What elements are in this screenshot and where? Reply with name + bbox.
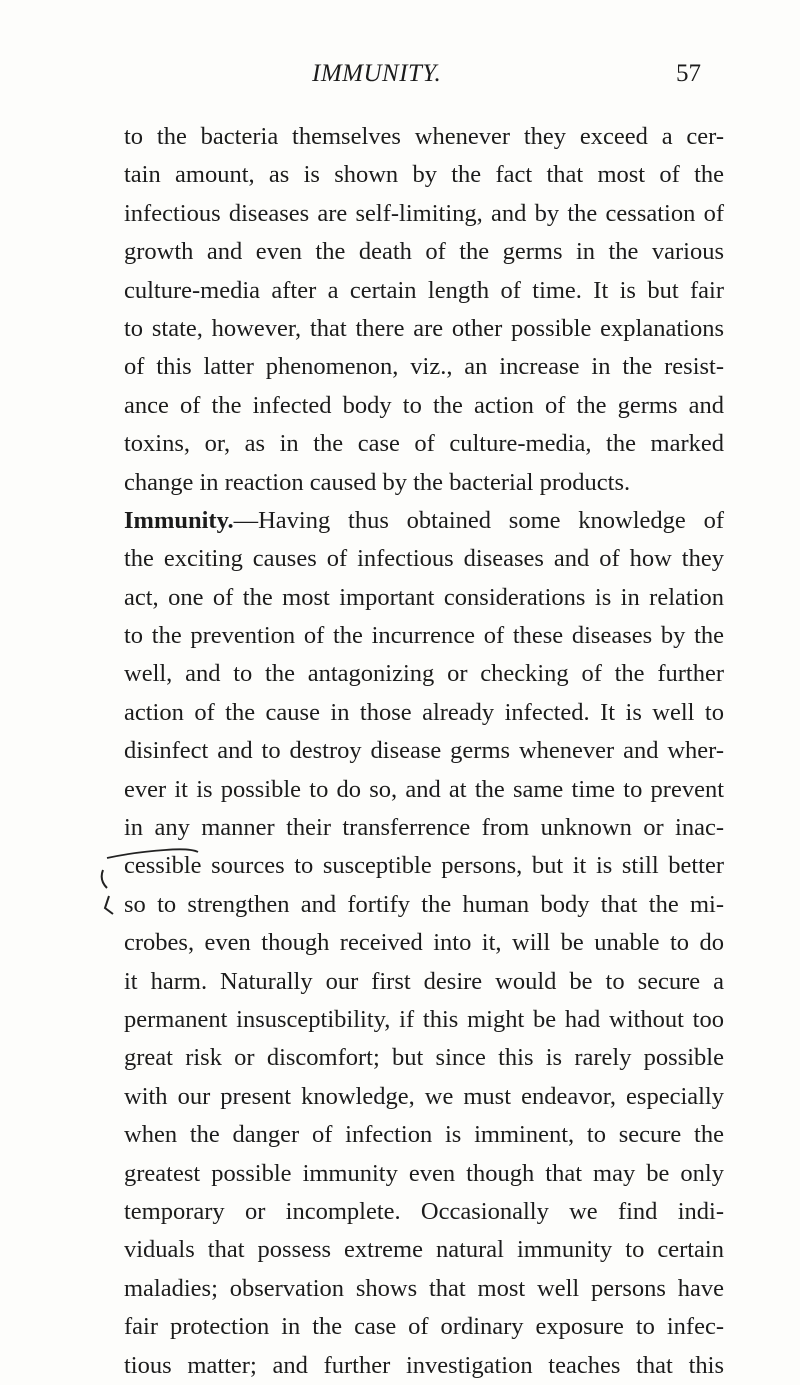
text-line: temporary or incomplete. Occasionally we find indi- — [124, 1197, 724, 1225]
underline-stroke — [107, 849, 198, 858]
text-line: so to strengthen and fortify the human body that the mi- — [124, 890, 724, 918]
page-number: 57 — [676, 60, 701, 87]
text-line: toxins, or, as in the case of culture-media, the marked — [124, 430, 724, 458]
text-line: change in reaction caused by the bacterial products. — [124, 468, 631, 496]
text-line: growth and even the death of the germs in the various — [124, 238, 724, 266]
text-line: disinfect and to destroy disease germs whenever and wher- — [124, 737, 724, 765]
running-head: IMMUNITY. — [312, 60, 442, 87]
text-line: when the danger of infection is imminent, to secure the — [124, 1121, 724, 1149]
text-line: to the prevention of the incurrence of these diseases by the — [124, 622, 724, 650]
body-text — [124, 118, 724, 1385]
text-line: tious matter; and further investigation teaches that this — [124, 1351, 724, 1379]
text-line: to the bacteria themselves whenever they exceed a cer- — [124, 123, 724, 150]
text-line: with our present knowledge, we must endeavor, especially — [124, 1082, 724, 1110]
text-line: viduals that possess extreme natural immunity to certain — [124, 1236, 724, 1264]
text-line: crobes, even though received into it, will be unable to do — [124, 929, 724, 957]
section-heading: Immunity. — [124, 506, 234, 534]
text-line: cessible sources to susceptible persons, but it is still better — [124, 852, 724, 880]
text-line: of this latter phenomenon, viz., an increase in the resist- — [124, 353, 724, 381]
text-line: maladies; observation shows that most well persons have — [124, 1274, 724, 1302]
text-line: well, and to the antagonizing or checking of the further — [124, 660, 724, 688]
margin-bracket-stroke — [102, 870, 113, 914]
text-line: tain amount, as is shown by the fact that most of the — [124, 161, 724, 189]
text-line: ever it is possible to do so, and at the same time to prevent — [124, 775, 724, 803]
page-header — [0, 60, 800, 100]
text-line: greatest possible immunity even though that may be only — [124, 1159, 724, 1187]
text-line: ance of the infected body to the action of the germs and — [124, 391, 724, 419]
text-line: fair protection in the case of ordinary exposure to infec- — [124, 1313, 724, 1341]
text-line: act, one of the most important considerations is in relation — [124, 583, 724, 611]
text-line: the exciting causes of infectious diseases and of how they — [124, 545, 724, 573]
text-line: it harm. Naturally our first desire would be to secure a — [124, 967, 724, 995]
text-line-rest: —Having thus obtained some knowledge of — [233, 506, 724, 534]
pencil-annotation-mark — [95, 840, 215, 940]
text-line: to state, however, that there are other possible explanations — [124, 314, 724, 342]
text-line — [124, 502, 724, 540]
text-line: permanent insusceptibility, if this might be had without too — [124, 1005, 724, 1033]
text-line: great risk or discomfort; but since this is rarely possible — [124, 1044, 724, 1072]
text-line: in any manner their transferrence from unknown or inac- — [124, 814, 724, 842]
text-line: action of the cause in those already infected. It is well to — [124, 698, 724, 726]
text-line: infectious diseases are self-limiting, and by the cessation of — [124, 199, 724, 227]
text-line: culture-media after a certain length of time. It is but fair — [124, 276, 724, 304]
